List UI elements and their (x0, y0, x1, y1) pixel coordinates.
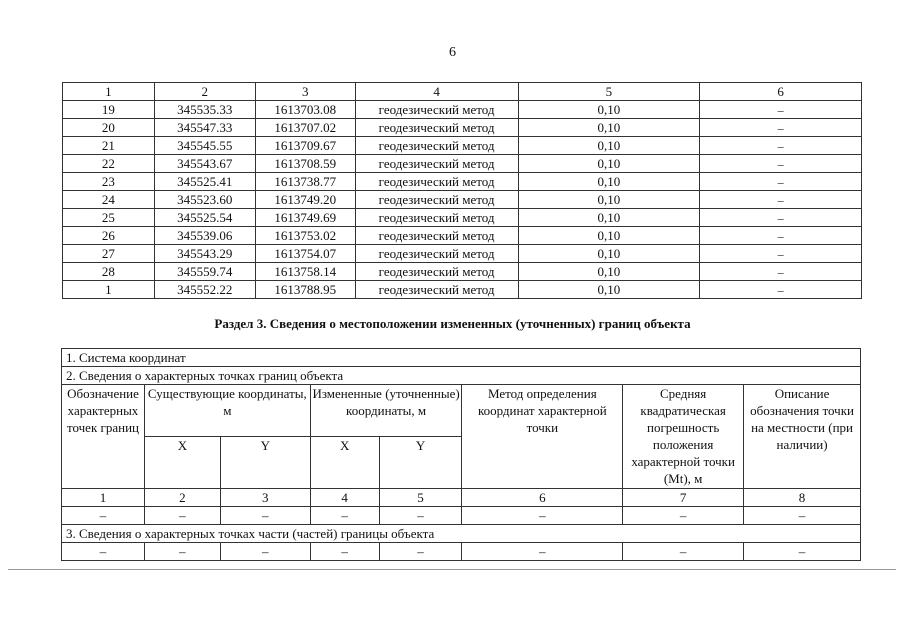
table-cell: 0,10 (518, 281, 700, 299)
table-row (63, 227, 862, 245)
table-row (63, 119, 862, 137)
table-row (63, 137, 862, 155)
table-cell: – (700, 281, 862, 299)
table-cell: 1 (63, 281, 155, 299)
table-cell: 345545.55 (154, 137, 255, 155)
table-cell: 1613708.59 (255, 155, 355, 173)
coordinate-system-label: 1. Система координат (62, 349, 861, 367)
header-existing-x: X (144, 437, 220, 489)
table-cell: 345552.22 (154, 281, 255, 299)
table-cell: 24 (63, 191, 155, 209)
dash-cell: – (144, 507, 220, 525)
column-number-cell: 1 (62, 489, 145, 507)
table-cell: 1613753.02 (255, 227, 355, 245)
dash-cell: – (744, 543, 861, 561)
dash-cell: – (462, 543, 623, 561)
table-cell: 20 (63, 119, 155, 137)
table-cell: – (700, 209, 862, 227)
column-numbers-row (62, 489, 861, 507)
page-number: 6 (449, 45, 456, 60)
column-number-cell: 5 (379, 489, 462, 507)
table-cell: 1613703.08 (255, 101, 355, 119)
table-cell: 1613738.77 (255, 173, 355, 191)
table-cell: 0,10 (518, 155, 700, 173)
table-row (63, 281, 862, 299)
column-number-cell: 3 (220, 489, 310, 507)
column-number-cell: 2 (154, 83, 255, 101)
table-cell: 1613749.20 (255, 191, 355, 209)
table-cell: 1613749.69 (255, 209, 355, 227)
dash-cell: – (310, 507, 379, 525)
dash-cell: – (379, 507, 462, 525)
table-cell: 0,10 (518, 227, 700, 245)
table-cell: геодезический метод (355, 101, 518, 119)
table-cell: 1613758.14 (255, 263, 355, 281)
table-cell: 1613709.67 (255, 137, 355, 155)
column-number-cell: 5 (518, 83, 700, 101)
table-cell: 1613788.95 (255, 281, 355, 299)
section-3-title: Раздел 3. Сведения о местоположении измененных (уточненных) границ объекта (214, 316, 691, 331)
parts-points-label: 3. Сведения о характерных точках части (частей) границы объекта (62, 525, 861, 543)
column-number-cell: 6 (462, 489, 623, 507)
table-cell: 26 (63, 227, 155, 245)
table-cell: 0,10 (518, 137, 700, 155)
table-row (63, 263, 862, 281)
header-method: Метод определения координат характерной точки (462, 385, 623, 489)
table-cell: – (700, 101, 862, 119)
header-error: Средняя квадратическая погрешность положения характерной точки (Mt), м (623, 385, 744, 489)
page-bottom-rule (8, 569, 896, 570)
table-cell: 1613707.02 (255, 119, 355, 137)
table-cell: геодезический метод (355, 155, 518, 173)
dash-cell: – (310, 543, 379, 561)
table-cell: 345547.33 (154, 119, 255, 137)
table-cell: 345525.41 (154, 173, 255, 191)
table-cell: геодезический метод (355, 209, 518, 227)
dash-cell: – (62, 507, 145, 525)
header-designation: Обозначение характерных точек границ (62, 385, 145, 489)
table-cell: геодезический метод (355, 263, 518, 281)
table-cell: 345525.54 (154, 209, 255, 227)
table-row (63, 209, 862, 227)
table-cell: геодезический метод (355, 173, 518, 191)
header-existing-y: Y (220, 437, 310, 489)
table-cell: 22 (63, 155, 155, 173)
column-number-cell: 1 (63, 83, 155, 101)
dash-cell: – (144, 543, 220, 561)
column-number-cell: 4 (310, 489, 379, 507)
header-changed-y: Y (379, 437, 462, 489)
table-cell: 345535.33 (154, 101, 255, 119)
table-cell: – (700, 155, 862, 173)
dash-cell: – (379, 543, 462, 561)
dash-cell: – (623, 543, 744, 561)
table-cell: 0,10 (518, 245, 700, 263)
column-number-cell: 2 (144, 489, 220, 507)
table-cell: – (700, 227, 862, 245)
table-cell: 345559.74 (154, 263, 255, 281)
header-description: Описание обозначения точки на местности (при наличии) (744, 385, 861, 489)
column-number-cell: 4 (355, 83, 518, 101)
table-cell: – (700, 263, 862, 281)
table-cell: 0,10 (518, 173, 700, 191)
dash-cell: – (462, 507, 623, 525)
table-cell: 23 (63, 173, 155, 191)
coordinates-table (62, 82, 862, 299)
table-cell: геодезический метод (355, 245, 518, 263)
dash-row (62, 543, 861, 561)
table-row (63, 191, 862, 209)
table-cell: – (700, 245, 862, 263)
points-row (62, 367, 861, 385)
table-cell: – (700, 137, 862, 155)
table-row (63, 101, 862, 119)
table-cell: 27 (63, 245, 155, 263)
table-row (63, 155, 862, 173)
table-cell: 28 (63, 263, 155, 281)
table-cell: 1613754.07 (255, 245, 355, 263)
dash-cell: – (220, 543, 310, 561)
table-cell: 345523.60 (154, 191, 255, 209)
table-row (63, 245, 862, 263)
section-3-table (61, 348, 861, 561)
table-cell: геодезический метод (355, 227, 518, 245)
table-cell: геодезический метод (355, 191, 518, 209)
table-cell: 345539.06 (154, 227, 255, 245)
system-row (62, 349, 861, 367)
table-cell: 0,10 (518, 263, 700, 281)
table-cell: 345543.67 (154, 155, 255, 173)
column-number-cell: 8 (744, 489, 861, 507)
dash-cell: – (62, 543, 145, 561)
table-header-row (63, 83, 862, 101)
table-cell: – (700, 191, 862, 209)
column-number-cell: 7 (623, 489, 744, 507)
parts-row (62, 525, 861, 543)
table-cell: геодезический метод (355, 119, 518, 137)
table-row (63, 173, 862, 191)
dash-cell: – (623, 507, 744, 525)
dash-cell: – (220, 507, 310, 525)
header-row-1 (62, 385, 861, 437)
table-cell: 0,10 (518, 119, 700, 137)
table-cell: – (700, 173, 862, 191)
table-cell: 19 (63, 101, 155, 119)
table-cell: 0,10 (518, 209, 700, 227)
table-cell: – (700, 119, 862, 137)
table-cell: 0,10 (518, 191, 700, 209)
table-cell: геодезический метод (355, 137, 518, 155)
table-cell: геодезический метод (355, 281, 518, 299)
table-cell: 25 (63, 209, 155, 227)
column-number-cell: 6 (700, 83, 862, 101)
dash-row (62, 507, 861, 525)
header-changed-x: X (310, 437, 379, 489)
boundary-points-label: 2. Сведения о характерных точках границ объекта (62, 367, 861, 385)
table-cell: 21 (63, 137, 155, 155)
column-number-cell: 3 (255, 83, 355, 101)
header-existing-coords: Существующие координаты, м (144, 385, 310, 437)
dash-cell: – (744, 507, 861, 525)
table-cell: 0,10 (518, 101, 700, 119)
table-cell: 345543.29 (154, 245, 255, 263)
header-changed-coords: Измененные (уточненные) координаты, м (310, 385, 462, 437)
